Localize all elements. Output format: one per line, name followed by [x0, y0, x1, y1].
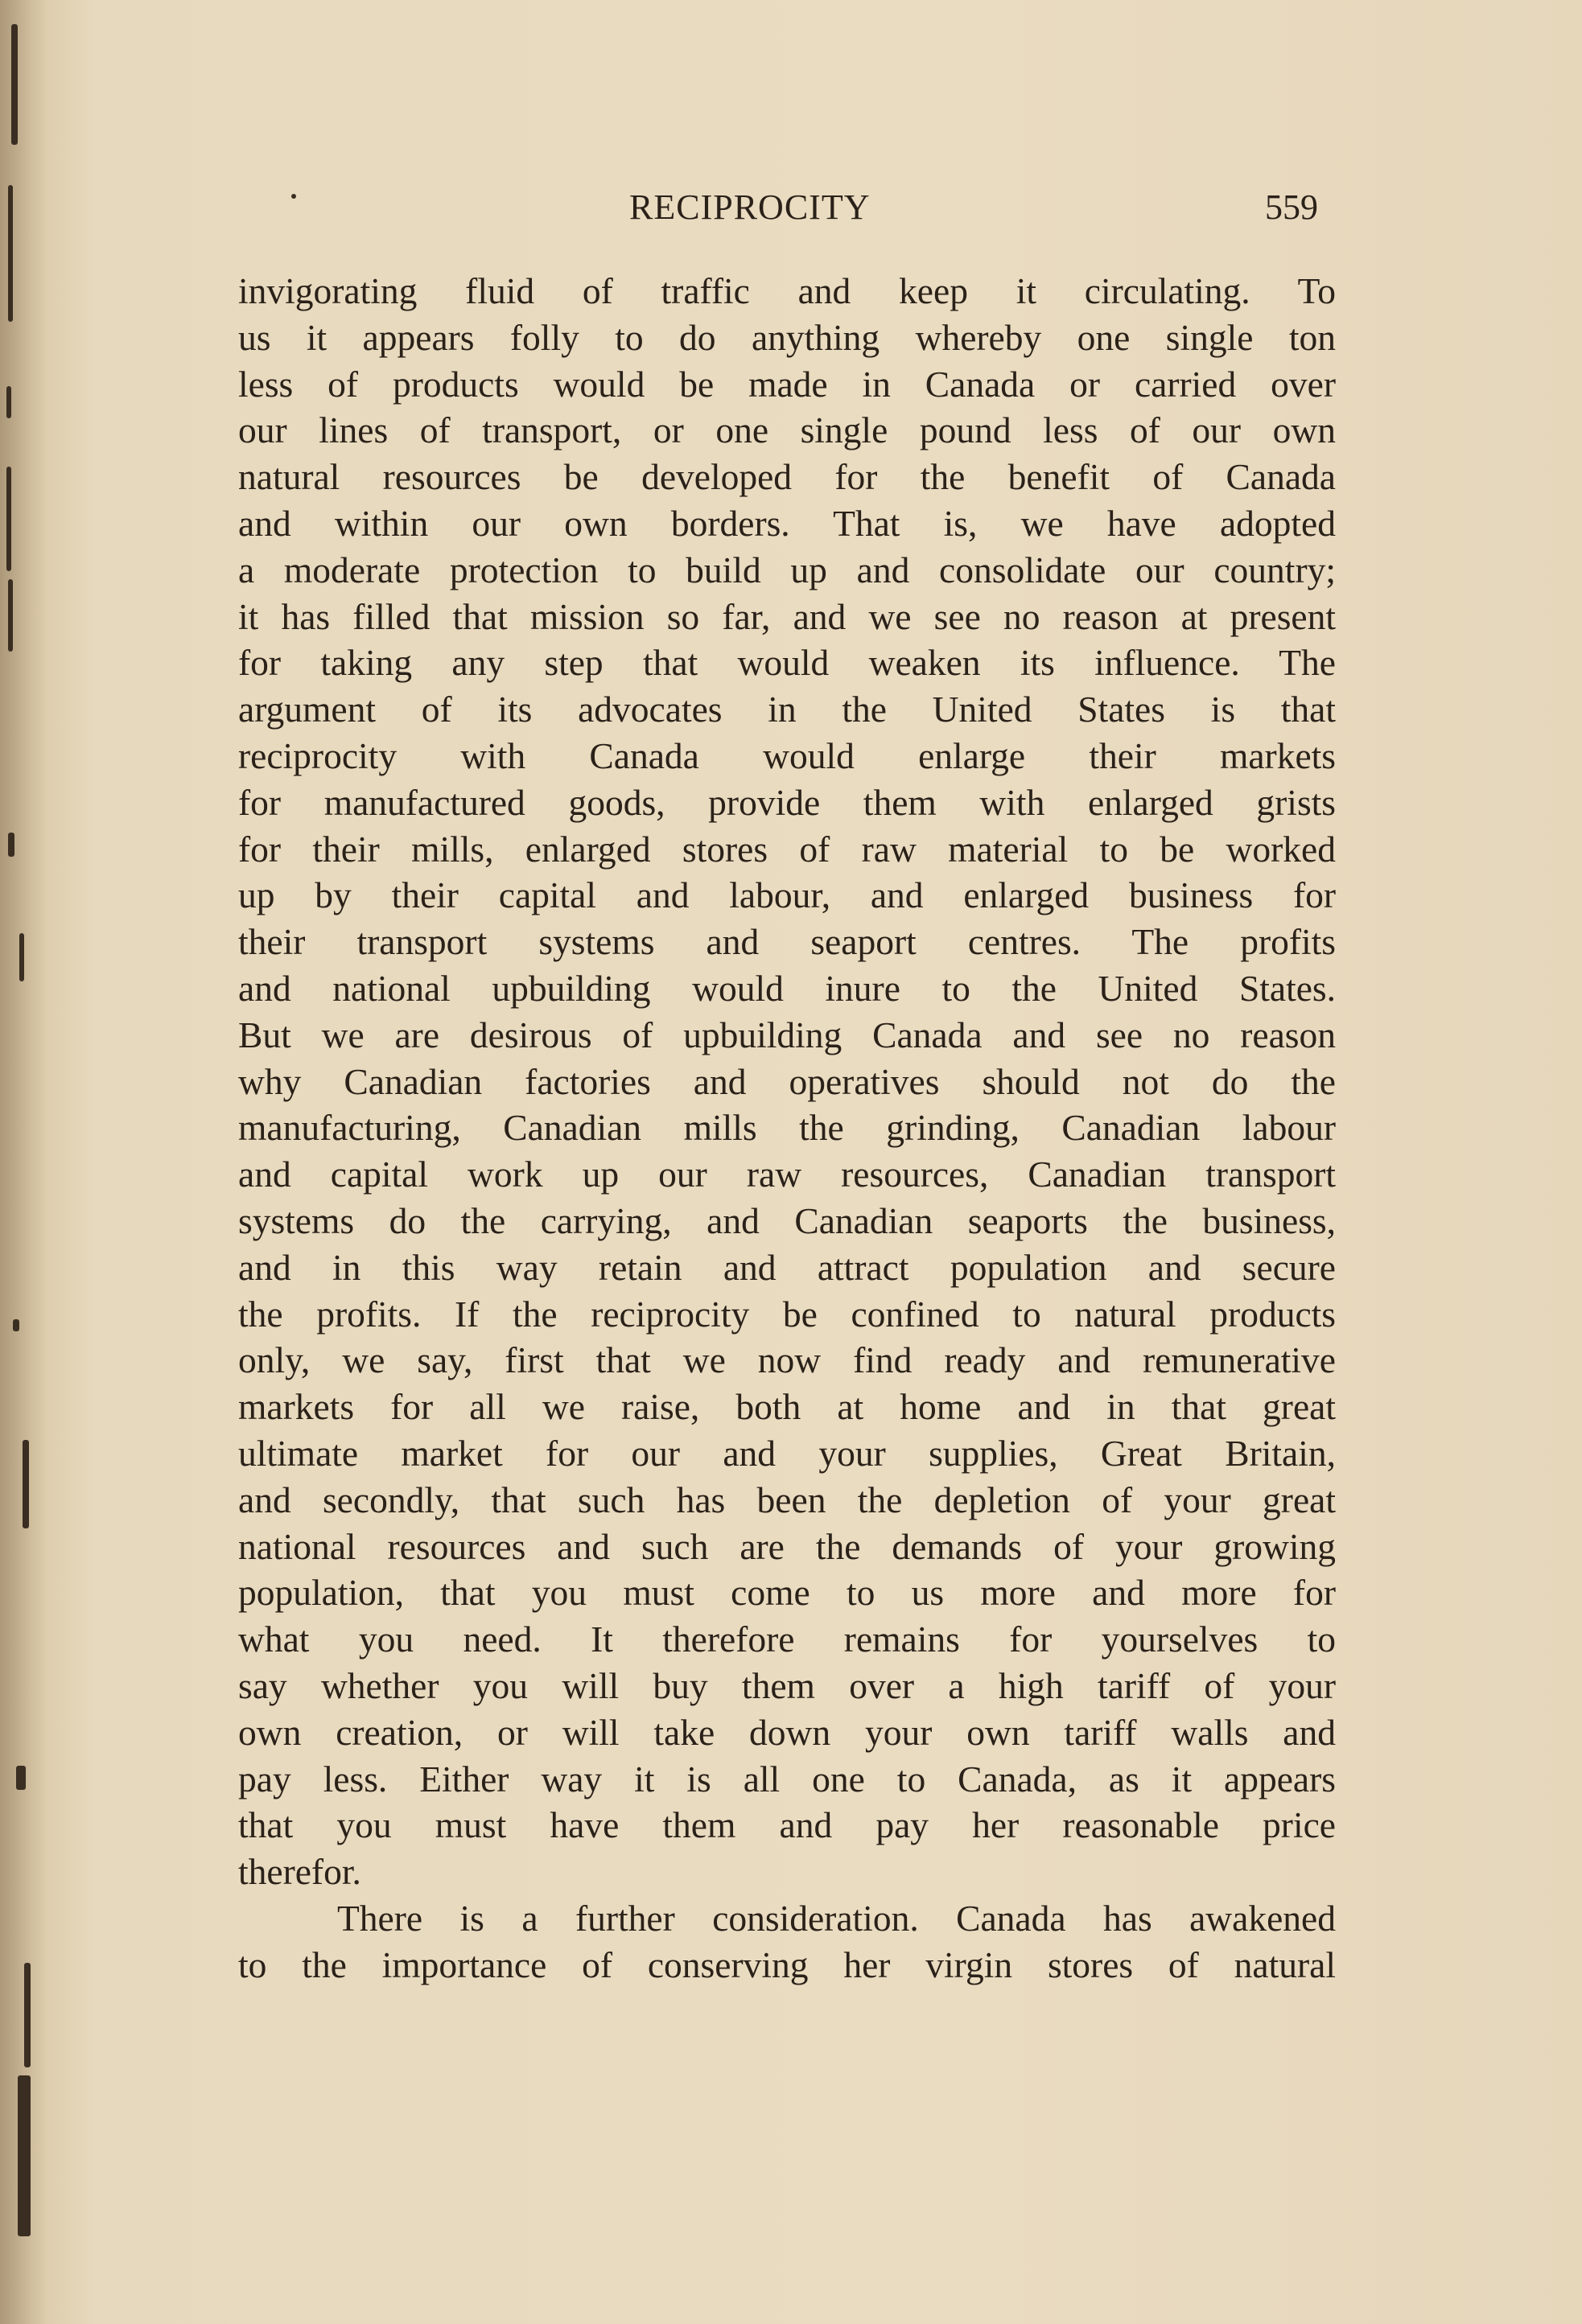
text-line: pay less. Either way it is all one to Canada, as it appears	[238, 1758, 1336, 1800]
text-line: population, that you must come to us more and more for	[238, 1572, 1336, 1614]
text-line: national resources and such are the demands of your growing	[238, 1525, 1336, 1567]
text-line: say whether you will buy them over a high tariff of your	[238, 1664, 1336, 1706]
text-line: that you must have them and pay her reasonable price	[238, 1804, 1336, 1846]
text-line: for manufactured goods, provide them with enlarged grists	[238, 781, 1336, 823]
text-line: reciprocity with Canada would enlarge their markets	[238, 734, 1336, 776]
edge-mark	[18, 2075, 31, 2236]
text-line: and within our own borders. That is, we have adopted	[238, 502, 1336, 544]
text-line: invigorating fluid of traffic and keep it circulating. To	[238, 270, 1336, 311]
text-line: argument of its advocates in the United States is that	[238, 689, 1336, 730]
page-number: 559	[1265, 187, 1318, 227]
edge-mark	[6, 386, 11, 418]
text-line: up by their capital and labour, and enlarged business for	[238, 874, 1336, 916]
text-line: There is a further consideration. Canada has awakened	[337, 1897, 1336, 1939]
edge-mark	[8, 579, 13, 652]
text-line: what you need. It therefore remains for yourselves to	[238, 1619, 1336, 1660]
text-line: own creation, or will take down your own tariff walls and	[238, 1711, 1336, 1753]
edge-mark	[13, 1319, 19, 1331]
text-line: a moderate protection to build up and consolidate our country;	[238, 549, 1336, 590]
text-line: to the importance of conserving her virgin stores of natural	[238, 1944, 1336, 1985]
text-line: it has filled that mission so far, and we see no reason at present	[238, 595, 1336, 637]
text-line: and national upbuilding would inure to the United States.	[238, 967, 1336, 1009]
edge-mark	[11, 24, 18, 145]
edge-mark	[8, 833, 14, 857]
text-line: natural resources be developed for the benefit of Canada	[238, 456, 1336, 498]
text-line: manufacturing, Canadian mills the grinding, Canadian labour	[238, 1107, 1336, 1149]
text-line: therefor.	[238, 1851, 361, 1893]
text-line: the profits. If the reciprocity be confined to natural products	[238, 1293, 1336, 1335]
text-line: for their mills, enlarged stores of raw material to be worked	[238, 828, 1336, 870]
text-line: But we are desirous of upbuilding Canada and see no reason	[238, 1014, 1336, 1055]
text-line: less of products would be made in Canada or carried over	[238, 363, 1336, 405]
page-header	[0, 187, 1582, 235]
edge-mark	[6, 467, 11, 571]
text-line: and capital work up our raw resources, Canadian transport	[238, 1154, 1336, 1195]
text-line: ultimate market for our and your supplies, Great Britain,	[238, 1432, 1336, 1474]
text-line: and secondly, that such has been the depletion of your great	[238, 1479, 1336, 1520]
text-line: markets for all we raise, both at home and in that great	[238, 1386, 1336, 1428]
text-line: only, we say, first that we now find ready and remunerative	[238, 1339, 1336, 1381]
edge-mark	[19, 933, 24, 981]
running-head: RECIPROCITY	[629, 187, 871, 227]
text-line: systems do the carrying, and Canadian seaports the business,	[238, 1199, 1336, 1241]
edge-mark	[23, 1440, 29, 1528]
edge-mark	[24, 1963, 31, 2067]
text-line: our lines of transport, or one single pound less of our own	[238, 409, 1336, 451]
text-line: for taking any step that would weaken its influence. The	[238, 642, 1336, 684]
text-line: their transport systems and seaport centres. The profits	[238, 921, 1336, 963]
text-line: us it appears folly to do anything whereby one single ton	[238, 316, 1336, 358]
edge-mark	[16, 1766, 26, 1790]
text-line: and in this way retain and attract population and secure	[238, 1246, 1336, 1288]
text-line: why Canadian factories and operatives should not do the	[238, 1060, 1336, 1102]
body-text	[238, 268, 1336, 1988]
